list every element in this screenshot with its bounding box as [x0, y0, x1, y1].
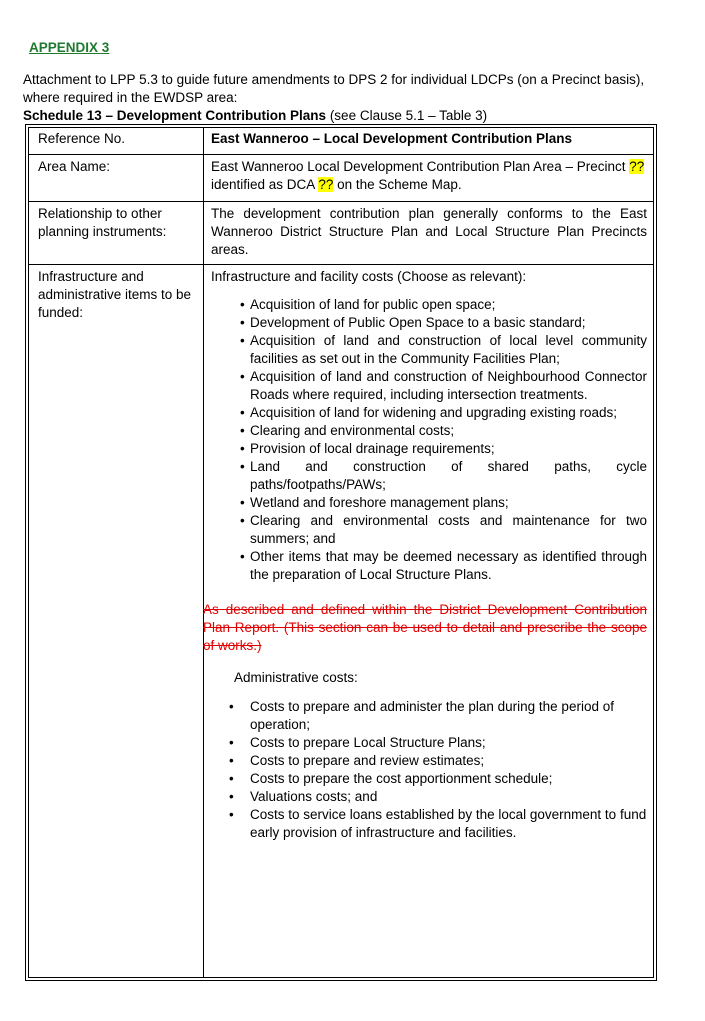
list-item-text: Costs to prepare Local Structure Plans;: [250, 735, 486, 750]
list-item: [211, 698, 647, 734]
list-item: [211, 752, 647, 770]
reference-value: East Wanneroo – Local Development Contribution Plans: [211, 131, 573, 146]
infrastructure-heading: Infrastructure and facility costs (Choose as relevant):: [211, 269, 527, 284]
bullet-icon: •: [229, 771, 234, 786]
list-item: [211, 368, 647, 404]
row-divider: [29, 154, 653, 155]
list-item: [211, 512, 647, 548]
bullet-icon: •: [229, 735, 234, 750]
list-item-text: Valuations costs; and: [250, 789, 378, 804]
bullet-icon: •: [240, 405, 245, 420]
column-divider: [203, 128, 204, 977]
list-item-text: Development of Public Open Space to a basic standard;: [250, 315, 586, 330]
schedule-title: Schedule 13 – Development Contribution Plans: [23, 108, 327, 123]
list-item-text: Costs to prepare and review estimates;: [250, 753, 485, 768]
list-item-text: Acquisition of land and construction of Neighbourhood Connector Roads where required, including intersection treatments.: [250, 369, 647, 402]
struck-note: As described and defined within the District Development Contribution Plan Report. (This section can be used to detail and prescribe the scope of works.): [203, 602, 647, 653]
bullet-icon: •: [229, 807, 234, 822]
area-label: Area Name:: [38, 159, 111, 174]
bullet-icon: •: [240, 333, 245, 348]
bullet-icon: •: [240, 297, 245, 312]
intro-paragraph: [23, 71, 683, 125]
list-item: [211, 494, 647, 512]
list-item: [211, 458, 647, 494]
row-divider: [29, 201, 653, 202]
area-text-b: identified as DCA: [211, 177, 319, 192]
list-item: [211, 548, 647, 584]
list-item-text: Acquisition of land and construction of local level community facilities as set out in the Community Facilities Plan;: [250, 333, 647, 366]
reference-label: Reference No.: [38, 131, 126, 146]
bullet-icon: •: [240, 549, 245, 564]
list-item: [211, 404, 647, 422]
dca-placeholder: ??: [318, 177, 334, 192]
relationship-value: The development contribution plan generally conforms to the East Wanneroo District Structure Plan and Local Structure Plan Precincts areas.: [211, 206, 647, 257]
bullet-icon: •: [240, 459, 245, 474]
bullet-icon: •: [240, 513, 245, 528]
bullet-icon: •: [229, 753, 234, 768]
list-item-text: Clearing and environmental costs;: [250, 423, 455, 438]
list-item: [211, 788, 647, 806]
schedule-clause: (see Clause 5.1 – Table 3): [326, 108, 488, 123]
infrastructure-list: [211, 296, 647, 584]
list-item: [211, 734, 647, 752]
schedule-heading: [23, 107, 683, 125]
list-item: [211, 440, 647, 458]
list-item-text: Costs to service loans established by the local government to fund early provision of infrastructure and facilities.: [250, 807, 647, 840]
list-item-text: Acquisition of land for public open space;: [250, 297, 496, 312]
bullet-icon: •: [240, 441, 245, 456]
admin-heading: Administrative costs:: [234, 670, 358, 685]
bullet-icon: •: [240, 315, 245, 330]
infrastructure-value: [203, 268, 647, 842]
list-item: [211, 770, 647, 788]
list-item: [211, 314, 647, 332]
list-item-text: Costs to prepare the cost apportionment schedule;: [250, 771, 553, 786]
table-inner-border: [28, 127, 654, 978]
list-item-text: Clearing and environmental costs and maintenance for two summers; and: [250, 513, 647, 546]
bullet-icon: •: [240, 495, 245, 510]
bullet-icon: •: [240, 369, 245, 384]
bullet-icon: •: [229, 699, 234, 714]
list-item: [211, 332, 647, 368]
area-text-a: East Wanneroo Local Development Contribution Plan Area – Precinct: [211, 159, 630, 174]
list-item-text: Land and construction of shared paths, cycle paths/footpaths/PAWs;: [250, 459, 647, 492]
list-item-text: Acquisition of land for widening and upgrading existing roads;: [250, 405, 617, 420]
list-item: [211, 422, 647, 440]
list-item-text: Costs to prepare and administer the plan during the period of operation;: [250, 699, 614, 732]
bullet-icon: •: [240, 423, 245, 438]
admin-list: [211, 698, 647, 842]
infrastructure-label: Infrastructure and administrative items to be funded:: [38, 269, 192, 320]
bullet-icon: •: [229, 789, 234, 804]
intro-text: Attachment to LPP 5.3 to guide future amendments to DPS 2 for individual LDCPs (on a Precinct basis), where required in the EWDSP area:: [23, 72, 645, 105]
row-divider: [29, 264, 653, 265]
precinct-placeholder: ??: [629, 159, 645, 174]
list-item-text: Provision of local drainage requirements;: [250, 441, 495, 456]
appendix-title: APPENDIX 3: [29, 40, 110, 55]
area-text-c: on the Scheme Map.: [333, 177, 462, 192]
list-item: [211, 806, 647, 842]
list-item-text: Wetland and foreshore management plans;: [250, 495, 509, 510]
relationship-label: Relationship to other planning instruments:: [38, 206, 167, 239]
list-item: [211, 296, 647, 314]
contribution-plan-table: [25, 124, 657, 981]
area-value: [211, 158, 647, 194]
list-item-text: Other items that may be deemed necessary as identified through the preparation of Local Structure Plans.: [250, 549, 647, 582]
